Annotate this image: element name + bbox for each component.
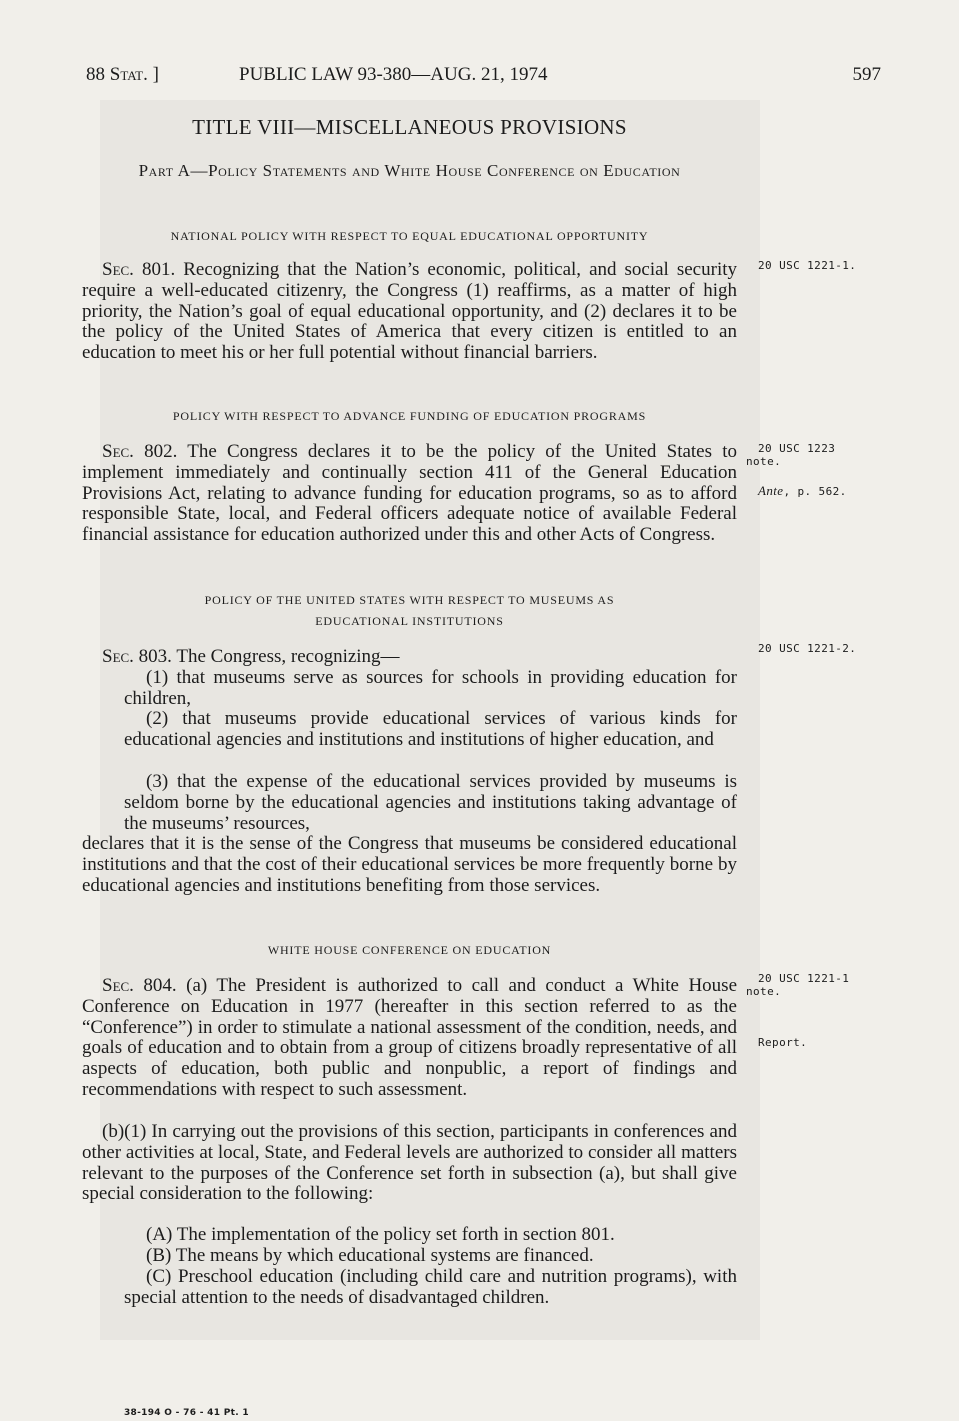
law-citation: PUBLIC LAW 93-380—AUG. 21, 1974 (239, 64, 548, 85)
section-804-sub-b: (B) The means by which educational systems are financed. (146, 1245, 594, 1266)
title-heading: TITLE VIII—MISCELLANEOUS PROVISIONS (192, 115, 627, 139)
section-804-label: Sec. 804. (102, 975, 177, 996)
section-804-sub-c: (C) Preschool education (including child care and nutrition programs), with special attention to the needs of disadvantaged children. (124, 1266, 737, 1308)
print-footer: 38-194 O - 76 - 41 Pt. 1 (124, 1408, 249, 1418)
margin-note-802: 20 USC 1223 note. (746, 442, 836, 468)
section-803-heading-line2: EDUCATIONAL INSTITUTIONS (315, 614, 504, 628)
section-803-item-3: (3) that the expense of the educational services provided by museums is seldom borne by the educational agencies and institutions taking advantage of the museums’ resources, (124, 771, 737, 834)
section-804-heading: WHITE HOUSE CONFERENCE ON EDUCATION (267, 943, 552, 957)
running-header (86, 64, 881, 94)
section-803-label: Sec. 803. (102, 646, 172, 667)
margin-note-803: 20 USC 1221-2. (758, 642, 857, 655)
section-801-text: Sec. 801. Recognizing that the Nation’s economic, political, and social security require a well-educated citizenry, the Congress (1) reaffirms, as a matter of high priority, the Nation’s goal of equal educational opportunity, and (2) declares it to be the policy of the United States of America that every citizen is entitled to an education to meet his or her full potential without financial barriers. (82, 259, 738, 364)
section-803-intro: Sec. 803. The Congress, recognizing— (102, 646, 400, 667)
section-803-item-2: (2) that museums provide educational services of various kinds for educational agencies and institutions and institutions of higher education, and (124, 708, 737, 750)
section-803-item-1: (1) that museums serve as sources for schools in providing education for children, (124, 667, 737, 709)
margin-note-804: 20 USC 1221-1 note. (746, 972, 850, 998)
section-802-label: Sec. 802. (102, 441, 178, 462)
margin-note-801: 20 USC 1221-1. (758, 259, 857, 272)
section-803-closing: declares that it is the sense of the Congress that museums be considered educational institutions and that the cost of their educational services be more frequently borne by educational agencies and institutions benefiting from those services. (82, 833, 737, 896)
section-803-heading-line1: POLICY OF THE UNITED STATES WITH RESPECT TO MUSEUMS AS (204, 593, 615, 607)
section-801-heading: NATIONAL POLICY WITH RESPECT TO EQUAL EDUCATIONAL OPPORTUNITY (170, 229, 649, 243)
statute-volume: 88 Stat. ] (86, 64, 159, 85)
page-number: 597 (852, 64, 881, 85)
margin-note-802-ante: Ante, p. 562. (758, 483, 847, 498)
section-804-text-b: (b)(1) In carrying out the provisions of this section, participants in conferences and other activities at local, State, and Federal levels are authorized to consider all matters relevant to the purposes of the Conference set forth in subsection (a), but shall give special consideration to the following: (82, 1121, 737, 1205)
section-801-label: Sec. 801. (102, 259, 176, 280)
margin-note-804-report: Report. (758, 1036, 808, 1049)
section-802-text: Sec. 802. The Congress declares it to be the policy of the United States to implement immediately and continually section 411 of the General Education Provisions Act, relating to advance funding for education programs, so as to afford responsible State, local, and Federal officers adequate notice of available Federal financial assistance for education authorized under this and other Acts of Congress. (82, 441, 737, 546)
section-804-sub-a: (A) The implementation of the policy set forth in section 801. (146, 1224, 615, 1245)
part-heading: Part A—Policy Statements and White House Conference on Education (138, 161, 681, 180)
section-804-text-a: Sec. 804. (a) The President is authorized to call and conduct a White House Conference on Education in 1977 (hereafter in this section referred to as the “Conference”) in order to stimulate a national assessment of the condition, needs, and goals of education and to obtain from a group of citizens broadly representative of all aspects of education, both public and nonpublic, a report of findings and recommendations with respect to such assessment. (82, 975, 738, 1100)
section-802-heading: POLICY WITH RESPECT TO ADVANCE FUNDING OF EDUCATION PROGRAMS (172, 409, 647, 423)
